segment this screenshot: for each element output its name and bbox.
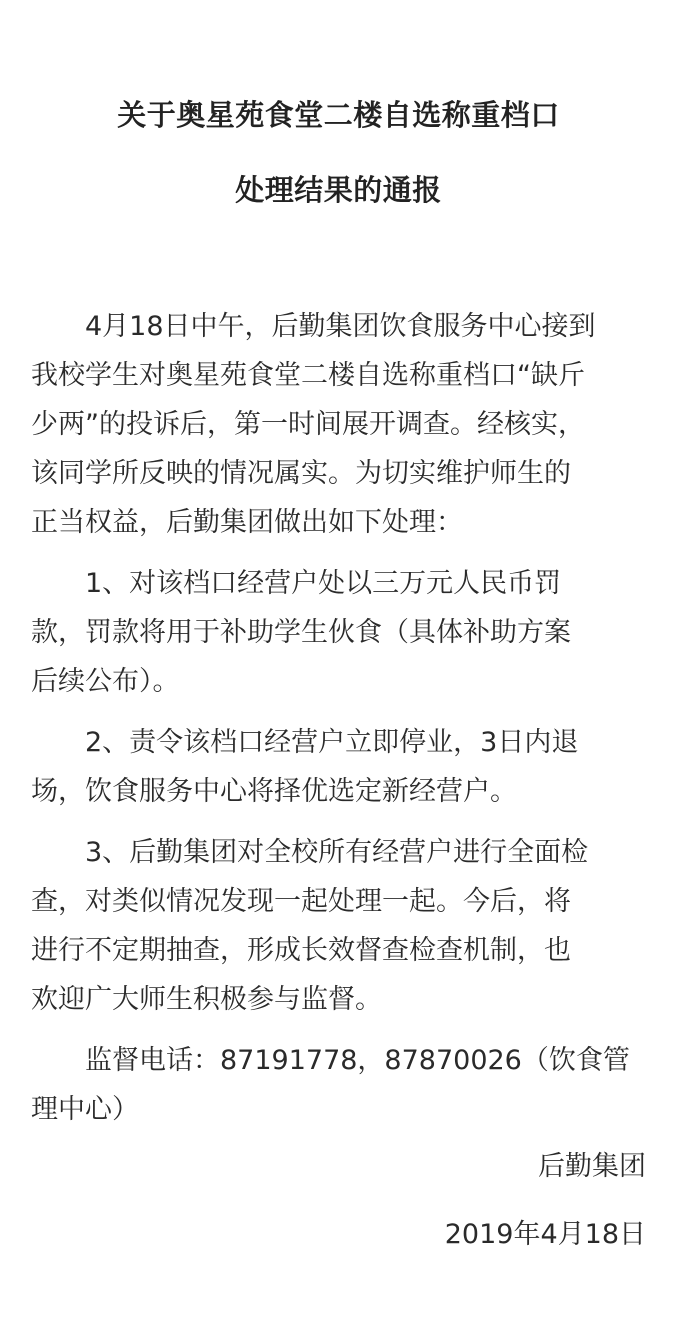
signature: 后勤集团 (538, 1151, 646, 1182)
paragraph-line: 该同学所反映的情况属实。为切实维护师生的 (31, 458, 571, 489)
paragraph-line: 3、后勤集团对全校所有经营户进行全面检 (85, 837, 589, 868)
paragraph-line: 后续公布）。 (31, 666, 180, 697)
issue-date: 2019年4月18日 (444, 1219, 646, 1250)
paragraph-line: 少两”的投诉后，第一时间展开调查。经核实， (31, 409, 585, 440)
notice-title-line2: 处理结果的通报 (235, 173, 442, 207)
paragraph-line: 场，饮食服务中心将择优选定新经营户。 (31, 776, 517, 807)
paragraph-measure-3 (31, 828, 646, 1024)
paragraph-line: 进行不定期抽查，形成长效督查检查机制，也 (31, 935, 571, 966)
paragraph-line: 正当权益，后勤集团做出如下处理： (31, 507, 463, 538)
paragraph-line: 查，对类似情况发现一起处理一起。今后，将 (31, 886, 571, 917)
paragraph-hotline (31, 1036, 646, 1134)
paragraph-line: 我校学生对奥星苑食堂二楼自选称重档口“缺斤 (31, 360, 585, 391)
paragraph-line: 款，罚款将用于补助学生伙食（具体补助方案 (31, 617, 571, 648)
paragraph-line: 1、对该档口经营户处以三万元人民币罚 (85, 568, 562, 599)
paragraph-line: 理中心） (31, 1094, 139, 1125)
notice-title-line1: 关于奥星苑食堂二楼自选称重档口 (117, 98, 560, 132)
paragraph-measure-2 (31, 718, 646, 816)
notice-body (31, 302, 646, 1259)
paragraph-line: 欢迎广大师生积极参与监督。 (31, 984, 382, 1015)
paragraph-line: 监督电话：87191778，87870026（饮食管 (85, 1045, 630, 1076)
paragraph-measure-1 (31, 559, 646, 706)
paragraph-line: 4月18日中午，后勤集团饮食服务中心接到 (85, 311, 596, 342)
paragraph-announcement (31, 302, 646, 547)
paragraph-line: 2、责令该档口经营户立即停业，3日内退 (85, 727, 579, 758)
